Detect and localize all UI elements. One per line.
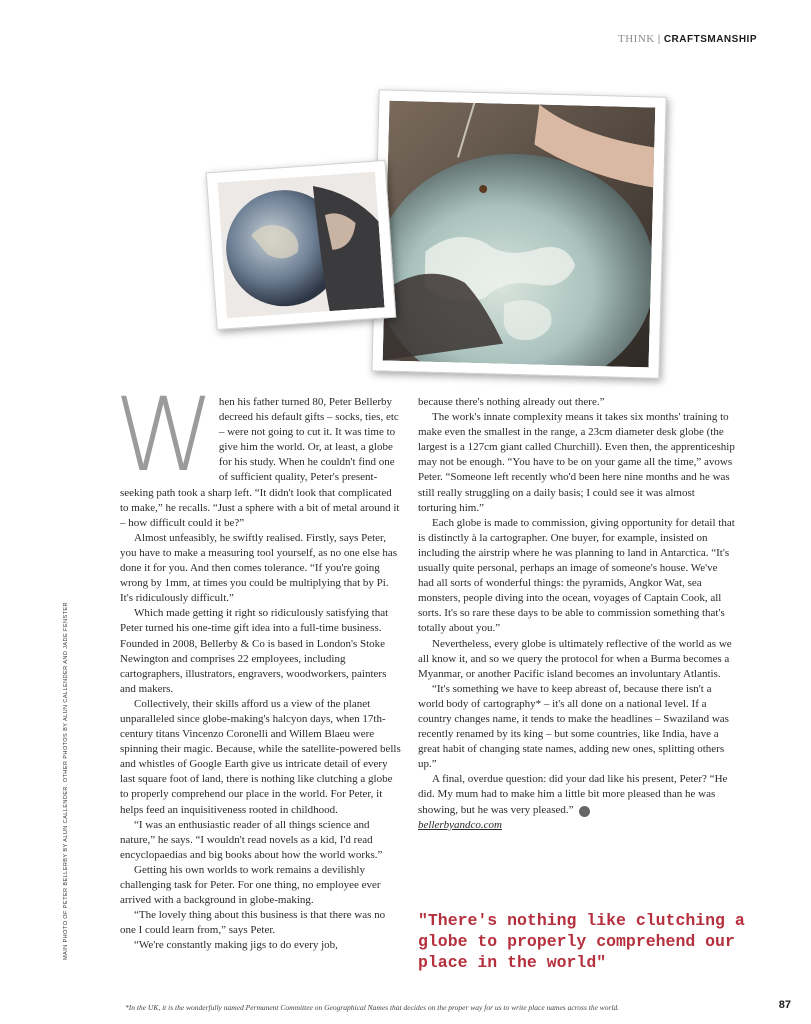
header-separator: | (657, 34, 661, 45)
article-paragraph: Almost unfeasibly, he swiftly realised. Firstly, says Peter, you have to make a measuring tool yourself, as no one else has done it for you. And then comes tolerance. “If you're going wrong by 1mm, at times you could be multiplying that by Pi. It's ridiculously difficult.” (120, 531, 398, 605)
article-paragraph: “It's something we have to keep abreast of, because there isn't a world body of cartography* – it's all done on a national level. If a country changes name, it tends to make the headlines – Swaziland was recently renamed by its king – but some countries, like India, have a great habit of changing state names, adding new ones, splitting others up.” (418, 682, 729, 771)
article-paragraph: The work's innate complexity means it takes six months' training to make even the smallest in the range, a 23cm diameter desk globe (the largest is a 127cm giant called Churchill). Even then, the apprenticeship may not be enough. “You have to be on your game all the time,” avows Peter. “Someone left recently who'd been here nine months and he was still really struggling on a daily basis; I could see it was almost torturing him.” (418, 411, 735, 514)
photo-credit: MAIN PHOTO OF PETER BELLERBY BY ALUN CALLENDER. OTHER PHOTOS BY ALUN CALLENDER AND JADE FENSTER (63, 602, 69, 960)
drop-cap: W (114, 376, 209, 495)
globe-hand-photo (206, 160, 397, 330)
article-paragraph: “The lovely thing about this business is that there was no one I could learn from,” says Peter. (120, 909, 386, 937)
subsection-label: CRAFTSMANSHIP (663, 34, 757, 45)
website-link[interactable]: bellerbyandco.com (418, 818, 502, 831)
article-paragraph: hen his father turned 80, Peter Bellerby decreed his default gifts – socks, ties, etc – were not going to cut it. It was time to give him the world. Or, at least, a globe for his study. When he couldn't find one of sufficient quality, Peter's present-seeking path took a sharp left. “It didn't look that complicated to make,” he recalls. “Just a sphere with a bit of metal around it – how difficult could it be?” (120, 396, 400, 529)
article-column-left (114, 376, 402, 953)
article-paragraph: Which made getting it right so ridiculously satisfying that Peter turned his one-time gift idea into a full-time business. Founded in 2008, Bellerby & Co is based in London's Stoke Newington and comprises 22 employees, including cartographers, illustrators, engravers, woodworkers, painters and makers. (120, 607, 389, 695)
page-number: 87 (778, 999, 791, 1011)
section-label: THINK (618, 33, 655, 45)
footnote: *In the UK, it is the wonderfully named Permanent Committee on Geographical Names that decides on the proper way for us to write place names across the world. (125, 1003, 620, 1012)
article-paragraph-final (418, 772, 736, 817)
end-mark-icon: S (579, 806, 590, 817)
article-paragraph: Each globe is made to commission, giving opportunity for detail that is distinctly à la cartographer. One buyer, for example, insisted on including the airstrip where he was planning to land in Antarctica. “It's usually quite personal, perhaps an image of someone's house. We've had all sorts of wonderful things: the pyramids, Angkor Wat, sea monsters, people diving into the ocean, voyages of Captain Cook, all sorts. It's so rare these days to be able to commission something that's totally about you.” (418, 516, 735, 635)
final-paragraph-text: A final, overdue question: did your dad like his present, Peter? “He did. My mum had to make him a little bit more pleased than he was showing, but he was very pleased.” (418, 773, 728, 816)
article-paragraph: Getting his own worlds to work remains a devilishly challenging task for Peter. For one thing, no employee ever arrived with a background in globe-making. (120, 863, 381, 907)
article-paragraph: “I was an enthusiastic reader of all things science and nature,” he says. “I wouldn't read novels as a kid, I'd read encyclopaedias and big books about how the world works.” (120, 818, 383, 861)
page-header (618, 33, 757, 45)
article-column-right (418, 395, 736, 833)
article-paragraph: Collectively, their skills afford us a view of the planet unparalleled since globe-making's halcyon days, when 17th-century titans Vincenzo Coronelli and Willem Blaeu were spinning their magic. Because, while the satellite-powered bells and whistles of Google Earth give us intricate detail of every last square foot of land, there is nothing like clutching a globe to properly comprehend our place in the world. For Peter, it helps feed an inquisitiveness rooted in childhood. (120, 697, 401, 816)
article-paragraph: “We're constantly making jigs to do every job, (134, 939, 338, 952)
website-line (418, 818, 736, 833)
globe-painting-photo (371, 89, 666, 378)
article-paragraph: because there's nothing already out there.” (418, 396, 605, 408)
article-paragraph: Nevertheless, every globe is ultimately reflective of the world as we all know it, and so we query the protocol for when a Burma becomes a Myanmar, or another Pacific island becomes an involuntary Atlantis. (418, 637, 732, 680)
pull-quote: "There's nothing like clutching a globe to properly comprehend our place in the world" (418, 911, 745, 972)
